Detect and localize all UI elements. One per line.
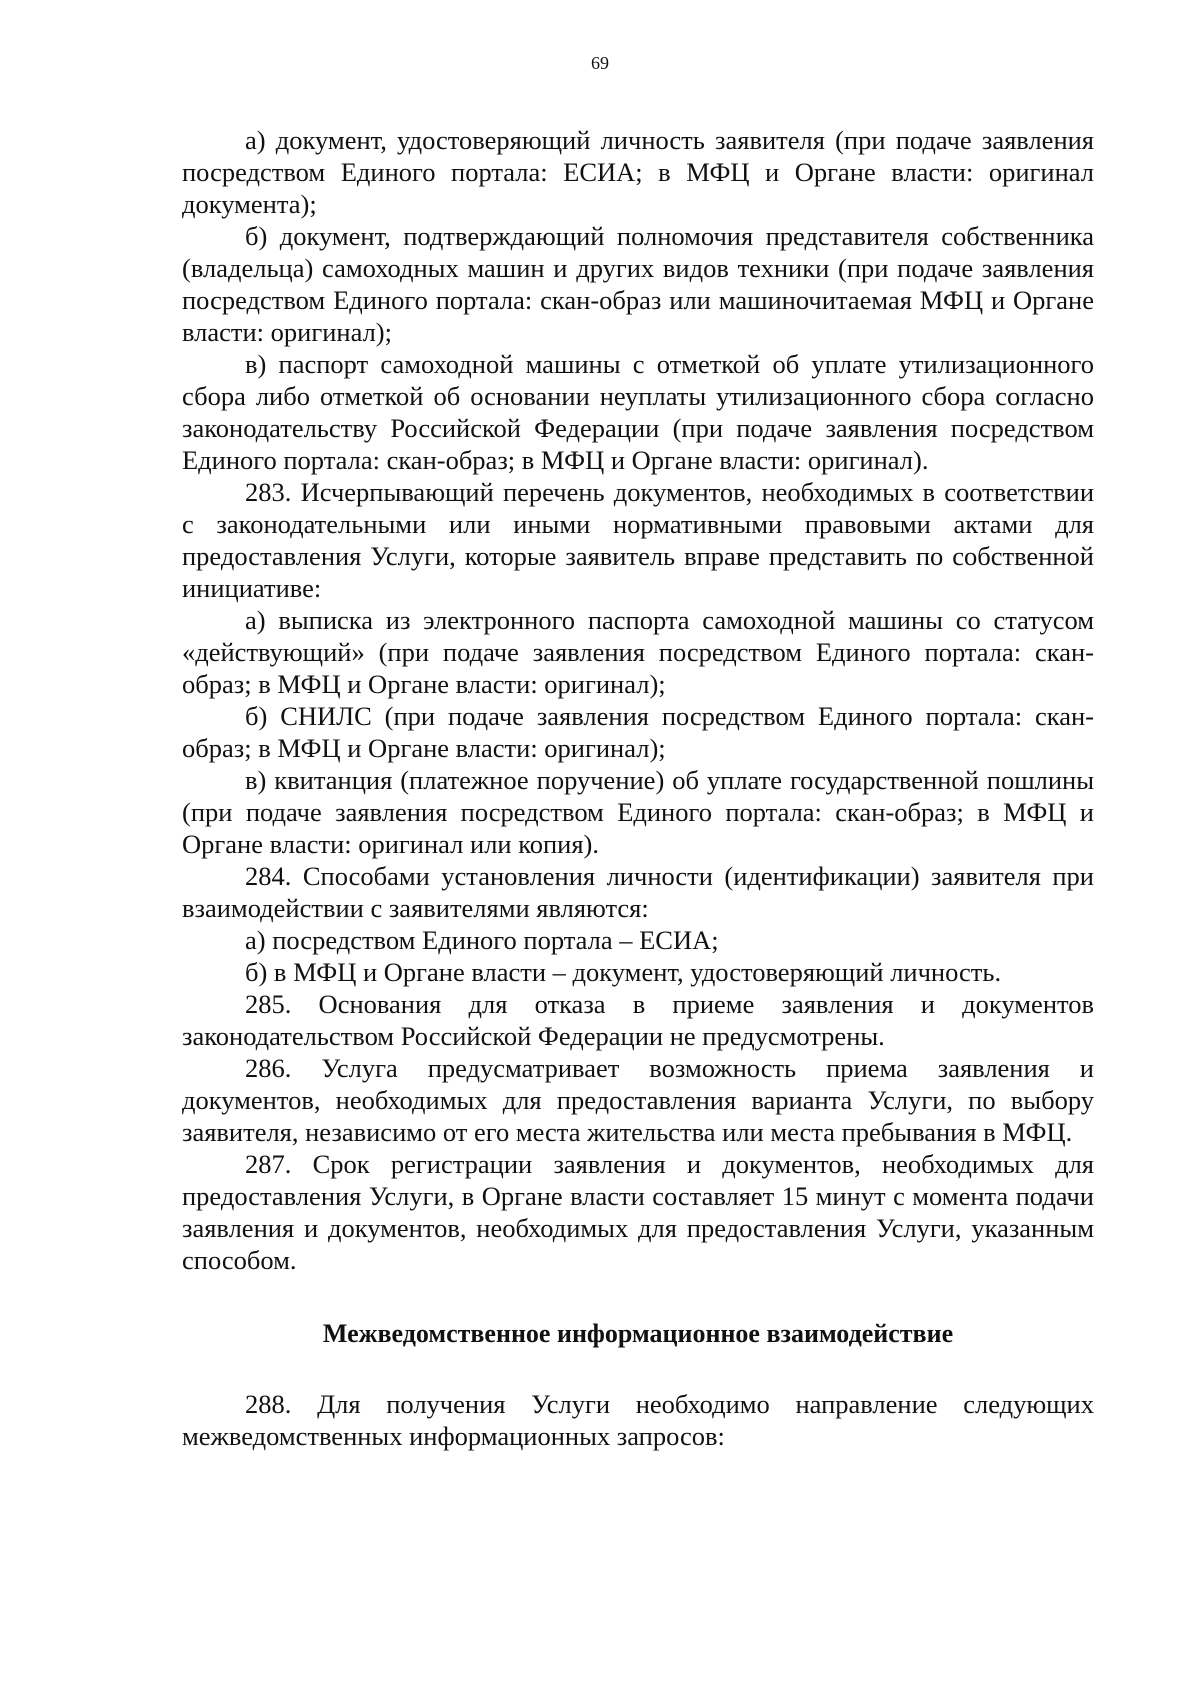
paragraph-287: 287. Срок регистрации заявления и документов, необходимых для предоставления Услуги, в Органе власти составляет 15 минут с момента подачи заявления и документов, необходимых для предоставления Услуги, указанным способом. [182,1149,1094,1275]
paragraph-285: 285. Основания для отказа в приеме заявления и документов законодательством Российской Федерации не предусмотрены. [182,989,1094,1051]
paragraph-286: 286. Услуга предусматривает возможность приема заявления и документов, необходимых для предоставления варианта Услуги, по выбору заявителя, независимо от его места жительства или места пребывания в МФЦ. [182,1053,1094,1147]
paragraph-288: 288. Для получения Услуги необходимо направление следующих межведомственных информационных запросов: [182,1389,1094,1451]
paragraph-283: 283. Исчерпывающий перечень документов, необходимых в соответствии с законодательными или иными нормативными правовыми актами для предоставления Услуги, которые заявитель вправе представить по собственной инициативе: [182,477,1094,603]
paragraph-item-a-esia: а) посредством Единого портала – ЕСИА; [245,925,719,955]
page-number: 69 [591,53,609,73]
paragraph-item-a-electronic-passport-extract: а) выписка из электронного паспорта самоходной машины со статусом «действующий» (при подаче заявления посредством Единого портала: скан-образ; в МФЦ и Органе власти: оригинал); [182,605,1094,699]
paragraph-item-b-representative-authority: б) документ, подтверждающий полномочия представителя собственника (владельца) самоходных машин и других видов техники (при подаче заявления посредством Единого портала: скан-образ или машиночитаемая МФЦ и Органе власти: оригинал); [182,221,1094,347]
paragraph-item-a-identity-document: а) документ, удостоверяющий личность заявителя (при подаче заявления посредством Единого портала: ЕСИА; в МФЦ и Органе власти: оригинал документа); [182,125,1094,219]
paragraph-item-v-fee-receipt: в) квитанция (платежное поручение) об уплате государственной пошлины (при подаче заявления посредством Единого портала: скан-образ; в МФЦ и Органе власти: оригинал или копия). [182,765,1094,859]
paragraph-284: 284. Способами установления личности (идентификации) заявителя при взаимодействии с заявителями являются: [182,861,1094,923]
paragraph-item-b-snils: б) СНИЛС (при подаче заявления посредством Единого портала: скан-образ; в МФЦ и Органе власти: оригинал); [182,701,1094,763]
section-heading: Межведомственное информационное взаимодействие [322,1319,954,1348]
document-body [182,124,1094,1452]
paragraph-item-v-machine-passport: в) паспорт самоходной машины с отметкой об уплате утилизационного сбора либо отметкой об основании неуплаты утилизационного сбора согласно законодательству Российской Федерации (при подаче заявления посредством Единого портала: скан-образ; в МФЦ и Органе власти: оригинал). [182,349,1094,475]
paragraph-item-b-mfc-identity: б) в МФЦ и Органе власти – документ, удостоверяющий личность. [245,957,1002,987]
